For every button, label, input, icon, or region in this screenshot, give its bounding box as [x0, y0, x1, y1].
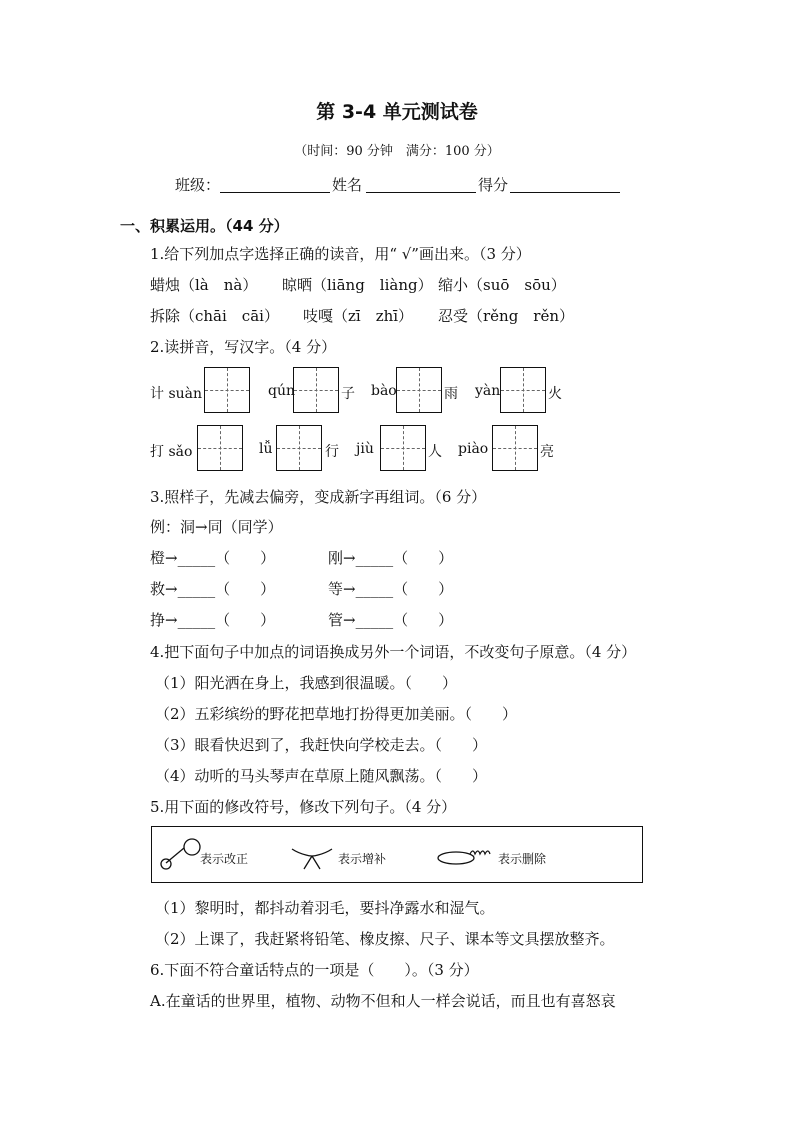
legend-delete-label: 表示删除 [498, 852, 547, 866]
q2-r2-char-g: 亮 [540, 444, 554, 460]
q5-item-1[interactable]: （1）黎明时，都抖动着羽毛，要抖净露水和湿气。 [155, 899, 495, 917]
q3-item-3[interactable]: 救→_____（ ） [150, 580, 276, 598]
q2-r2-char-e: 人 [428, 444, 442, 460]
q4-item-3[interactable]: （3）眼看快迟到了，我赶快向学校走去。（ ） [155, 736, 488, 754]
q3-item-1[interactable]: 橙→_____（ ） [150, 549, 276, 567]
q3-item-6[interactable]: 管→_____（ ） [328, 611, 454, 629]
q3-item-5[interactable]: 挣→_____（ ） [150, 611, 276, 629]
q2-r1-char-e: 雨 [444, 386, 458, 402]
q2-r2-box-2[interactable] [276, 425, 322, 471]
name-blank[interactable] [366, 176, 476, 193]
q2-r2-pinyin-b: lǚ [259, 441, 273, 457]
section-heading: 一、积累运用。（44 分） [120, 217, 289, 235]
q2-r2-pinyin-d: jiù [356, 441, 374, 457]
q2-r1-pinyin-a: 计 suàn [150, 386, 203, 402]
q2-r1-box-4[interactable] [500, 367, 546, 413]
q2-r1-box-1[interactable] [204, 367, 250, 413]
q2-r1-pinyin-b: qún [268, 383, 295, 399]
q1-r1-b: 晾晒（liāng liàng） [282, 276, 433, 294]
q1-prompt: 1.给下列加点字选择正确的读音，用“ √”画出来。（3 分） [150, 245, 531, 263]
class-blank[interactable] [220, 176, 330, 193]
q2-r1-box-2[interactable] [293, 367, 339, 413]
q2-r2-pinyin-f: piào [458, 441, 489, 457]
q2-r1-box-3[interactable] [396, 367, 442, 413]
q1-r1-a: 蜡烛（là nà） [150, 276, 258, 294]
q2-r2-box-4[interactable] [492, 425, 538, 471]
q1-r2-b: 吱嘎（zī zhī） [303, 307, 414, 325]
q1-r1-c: 缩小（suō sōu） [438, 276, 566, 294]
q3-item-4[interactable]: 等→_____（ ） [328, 580, 454, 598]
q3-prompt: 3.照样子，先减去偏旁，变成新字再组词。（6 分） [150, 488, 487, 506]
q2-r2-box-1[interactable] [197, 425, 243, 471]
score-label: 得分 [478, 176, 509, 194]
q4-prompt: 4.把下面句子中加点的词语换成另外一个词语，不改变句子原意。（4 分） [150, 643, 637, 661]
legend-correct-label: 表示改正 [200, 852, 249, 866]
class-label: 班级： [175, 176, 221, 194]
q6-option-a[interactable]: A.在童话的世界里，植物、动物不但和人一样会说话，而且也有喜怒哀 [150, 992, 616, 1010]
q1-r2-c: 忍受（rěng rěn） [438, 307, 575, 325]
q2-prompt: 2.读拼音，写汉字。（4 分） [150, 338, 337, 356]
delete-mark-icon [436, 845, 498, 867]
score-blank[interactable] [510, 176, 620, 193]
q1-r2-a: 拆除（chāi cāi） [150, 307, 279, 325]
q6-prompt: 6.下面不符合童话特点的一项是（ ）。（3 分） [150, 961, 479, 979]
q3-example: 例：洞→同（同学） [150, 518, 283, 536]
page-title: 第 3-4 单元测试卷 [316, 101, 478, 123]
q2-r2-pinyin-a: 打 sǎo [150, 444, 193, 460]
q2-r1-pinyin-f: yàn [475, 383, 501, 399]
q5-prompt: 5.用下面的修改符号，修改下列句子。（4 分） [150, 798, 457, 816]
q3-item-2[interactable]: 刚→_____（ ） [328, 549, 454, 567]
q4-item-2[interactable]: （2）五彩缤纷的野花把草地打扮得更加美丽。（ ） [155, 705, 518, 723]
q2-r1-pinyin-d: bào [371, 383, 397, 399]
correction-mark-icon [158, 837, 204, 873]
q2-r1-char-g: 火 [548, 386, 562, 402]
name-label: 姓名 [332, 176, 363, 194]
correction-symbols-legend [151, 826, 643, 883]
q4-item-4[interactable]: （4）动听的马头琴声在草原上随风飘荡。（ ） [155, 767, 488, 785]
q2-r2-box-3[interactable] [380, 425, 426, 471]
q4-item-1[interactable]: （1）阳光洒在身上，我感到很温暖。（ ） [155, 674, 458, 692]
exam-subtitle: （时间：90 分钟 满分：100 分） [294, 144, 500, 159]
q2-r1-char-c: 子 [341, 386, 355, 402]
legend-insert-label: 表示增补 [338, 852, 387, 866]
q2-r2-char-c: 行 [325, 444, 339, 460]
q5-item-2[interactable]: （2）上课了，我赶紧将铅笔、橡皮擦、尺子、课本等文具摆放整齐。 [155, 930, 615, 948]
insert-mark-icon [288, 843, 336, 871]
